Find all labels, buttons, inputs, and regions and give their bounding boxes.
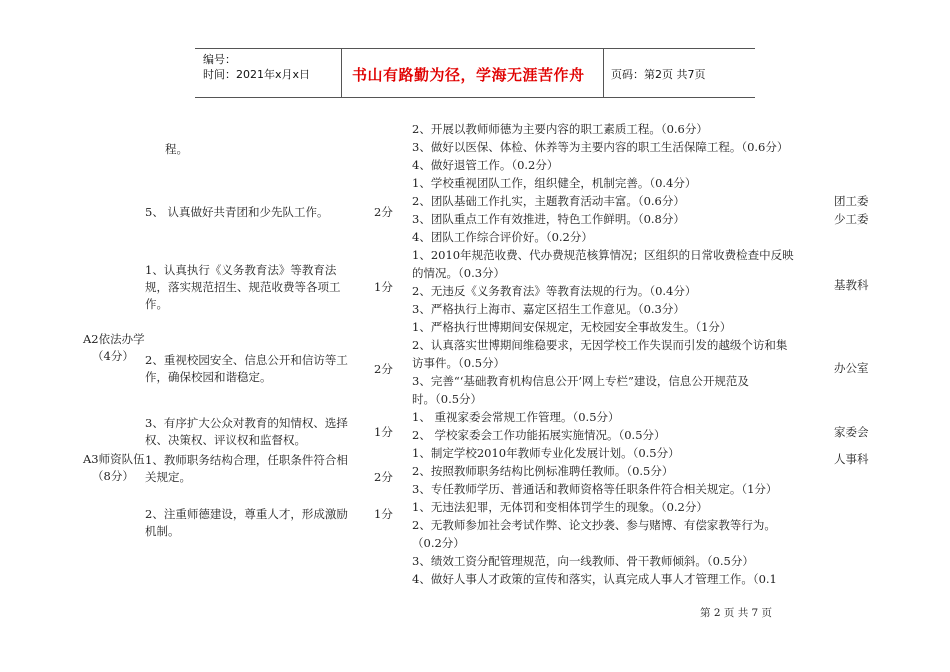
dept-jiaweihui: 家委会 [834, 425, 869, 439]
criteria-a3-2-line: 2、无教师参加社会考试作弊、论文抄袭、参与赌博、有偿家教等行为。 [412, 518, 776, 532]
criteria-item-5-line: 4、团队工作综合评价好。（0.2分） [412, 230, 593, 244]
header-bottom-border [195, 97, 755, 98]
dept-jijiaoke: 基教科 [834, 278, 869, 292]
score-a3-2: 1分 [374, 507, 393, 521]
dept-bangongshi: 办公室 [834, 361, 869, 375]
criteria-a2-2-line: 时。（0.5分） [412, 392, 483, 406]
score-a2-1: 1分 [374, 280, 393, 294]
dept-tuangongwei: 团工委 [834, 194, 869, 208]
a2-item-1-line-1: 1、认真执行《义务教育法》等教育法 [145, 263, 337, 277]
criteria-a2-3-line: 2、 学校家委会工作功能拓展实施情况。（0.5分） [412, 428, 666, 442]
criteria-prev-line: 3、做好以医保、体检、休养等为主要内容的职工生活保障工程。（0.6分） [412, 140, 789, 154]
criteria-a2-1-line: 3、严格执行上海市、嘉定区招生工作意见。（0.3分） [412, 302, 685, 316]
a2-item-3-line-1: 3、有序扩大公众对教育的知情权、选择 [145, 416, 348, 430]
a3-score: （8分） [92, 469, 134, 483]
dept-renshike: 人事科 [834, 452, 869, 466]
score-item-5: 2分 [374, 205, 393, 219]
criteria-a2-2-line: 访事件。（0.5分） [412, 356, 506, 370]
a2-score: （4分） [92, 349, 134, 363]
criteria-a2-2-line: 3、完善“‘基础教育机构信息公开’网上专栏”建设，信息公开规范及 [412, 374, 749, 388]
criteria-a2-1-line: 的情况。（0.3分） [412, 266, 506, 280]
a2-item-1-line-3: 作。 [145, 297, 168, 311]
criteria-a3-2-line: （0.2分） [412, 536, 465, 550]
a3-item-1-line-2: 关规定。 [145, 470, 191, 484]
item-5-text: 5、 认真做好共青团和少先队工作。 [145, 205, 329, 219]
a2-item-2-line-1: 2、重视校园安全、信息公开和信访等工 [145, 353, 348, 367]
criteria-a2-1-line: 2、无违反《义务教育法》等教育法规的行为。（0.4分） [412, 284, 697, 298]
criteria-a2-1-line: 1、2010年规范收费、代办费规范核算情况；区组织的日常收费检查中反映 [412, 248, 794, 262]
criteria-a3-1-line: 3、专任教师学历、普通话和教师资格等任职条件符合相关规定。（1分） [412, 482, 778, 496]
a3-item-2-line-2: 机制。 [145, 524, 180, 538]
criteria-prev-line: 2、开展以教师师德为主要内容的职工素质工程。（0.6分） [412, 122, 708, 136]
a2-item-1-line-2: 规，落实规范招生、规范收费等各项工 [145, 280, 341, 294]
header-page-number: 页码：第2页 共7页 [611, 68, 706, 81]
a2-item-2-line-2: 作，确保校园和谐稳定。 [145, 370, 272, 384]
a2-title: A2依法办学 [83, 332, 145, 346]
header-divider-right [603, 48, 604, 98]
criteria-prev-line: 4、做好退管工作。（0.2分） [412, 158, 559, 172]
a3-title: A3师资队伍 [83, 452, 145, 466]
footer-page-number: 第 2 页 共 7 页 [700, 607, 773, 619]
a2-item-3-line-2: 权、决策权、评议权和监督权。 [145, 433, 306, 447]
header-time: 时间：2021年x月x日 [203, 68, 311, 81]
left-continued-text: 程。 [165, 142, 188, 156]
criteria-a2-2-line: 1、严格执行世博期间安保规定，无校园安全事故发生。（1分） [412, 320, 732, 334]
header-divider-left [341, 48, 342, 98]
criteria-a3-1-line: 2、按照教师职务结构比例标准聘任教师。（0.5分） [412, 464, 674, 478]
dept-shaogongwei: 少工委 [834, 212, 869, 226]
a3-item-2-line-1: 2、注重师德建设，尊重人才，形成激励 [145, 507, 348, 521]
criteria-item-5-line: 2、团队基础工作扎实，主题教育活动丰富。（0.6分） [412, 194, 685, 208]
criteria-a2-2-line: 2、认真落实世博期间维稳要求，无因学校工作失误而引发的越级个访和集 [412, 338, 788, 352]
criteria-a3-2-line: 3、绩效工资分配管理规范，向一线教师、骨干教师倾斜。（0.5分） [412, 554, 754, 568]
score-a2-3: 1分 [374, 425, 393, 439]
criteria-a3-2-line: 4、做好人事人才政策的宣传和落实，认真完成人事人才管理工作。（0.1 [412, 572, 777, 586]
header-top-border [195, 48, 755, 49]
criteria-a3-1-line: 1、制定学校2010年教师专业化发展计划。（0.5分） [412, 446, 680, 460]
score-a2-2: 2分 [374, 362, 393, 376]
score-a3-1: 2分 [374, 470, 393, 484]
criteria-item-5-line: 1、学校重视团队工作，组织健全，机制完善。（0.4分） [412, 176, 697, 190]
criteria-item-5-line: 3、团队重点工作有效推进，特色工作鲜明。（0.8分） [412, 212, 685, 226]
header-serial-label: 编号： [203, 53, 236, 66]
a3-item-1-line-1: 1、教师职务结构合理，任职条件符合相 [145, 453, 348, 467]
criteria-a2-3-line: 1、 重视家委会常规工作管理。（0.5分） [412, 410, 620, 424]
criteria-a3-2-line: 1、无违法犯罪，无体罚和变相体罚学生的现象。（0.2分） [412, 500, 708, 514]
header-motto: 书山有路勤为径，学海无涯苦作舟 [352, 66, 585, 84]
